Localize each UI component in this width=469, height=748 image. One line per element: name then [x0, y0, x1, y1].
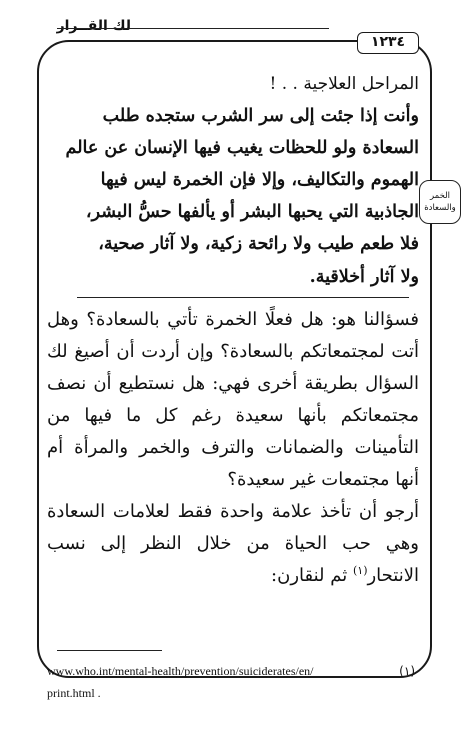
closing-end: ثم لنقارن: — [271, 565, 353, 587]
running-title: لك القــرار — [56, 18, 131, 34]
bold-line: ولا آثار أخلاقية. — [309, 266, 419, 287]
question-paragraph: فسؤالنا هو: هل فعلًا الخمرة تأتي بالسعادة؟ وهل أتت لمجتمعاتكم بالسعادة؟ وإن أردت أن أصيغ لك السؤال بطريقة أخرى فهي: هل نستطيع أن نصف مجتمعاتكم بأنها سعيدة رغم كل ما فيها من التأمينات والضمانات والترف والخمر والمرأة أم أنها مجتمعات غير سعيدة؟ — [47, 308, 419, 491]
footnote-reference[interactable]: (١) — [352, 564, 368, 578]
bold-line: الهموم والتكاليف، وإلا فإن الخمرة ليس فيها — [100, 170, 419, 191]
closing-text: أرجو أن تأخذ علامة واحدة فقط لعلامات السعادة وهي حب الحياة من خلال النظر إلى نسب الانتحار — [47, 501, 419, 587]
section-heading: المراحل العلاجية . . ! — [269, 74, 419, 94]
bold-line: وأنت إذا جئت إلى سر الشرب ستجده طلب — [102, 106, 419, 127]
bold-line: الجاذبية التي يحبها البشر أو يألفها حسُّ البشر، — [85, 202, 419, 223]
section-divider — [77, 297, 409, 298]
body-text — [47, 68, 419, 593]
closing-paragraph — [47, 496, 419, 592]
footnote — [47, 660, 419, 704]
margin-note — [419, 180, 461, 224]
page-number: ١٢٣٤ — [357, 32, 419, 54]
footnote-rule — [57, 650, 162, 651]
footnote-number: (١) — [399, 664, 415, 678]
footnote-url[interactable]: www.who.int/mental-health/prevention/suiciderates/en/ — [47, 664, 314, 678]
bold-line: فلا طعم طيب ولا رائحة زكية، ولا آثار صحية، — [98, 234, 419, 255]
footnote-url-continued[interactable]: print.html . — [47, 686, 101, 700]
header-rule — [57, 28, 329, 29]
bold-paragraph — [47, 100, 419, 293]
margin-note-line1: الخمر — [429, 191, 451, 201]
margin-note-line2: والسعادة — [424, 203, 456, 213]
bold-line: السعادة ولو للحظات يغيب فيها الإنسان عن عالم — [65, 138, 419, 159]
